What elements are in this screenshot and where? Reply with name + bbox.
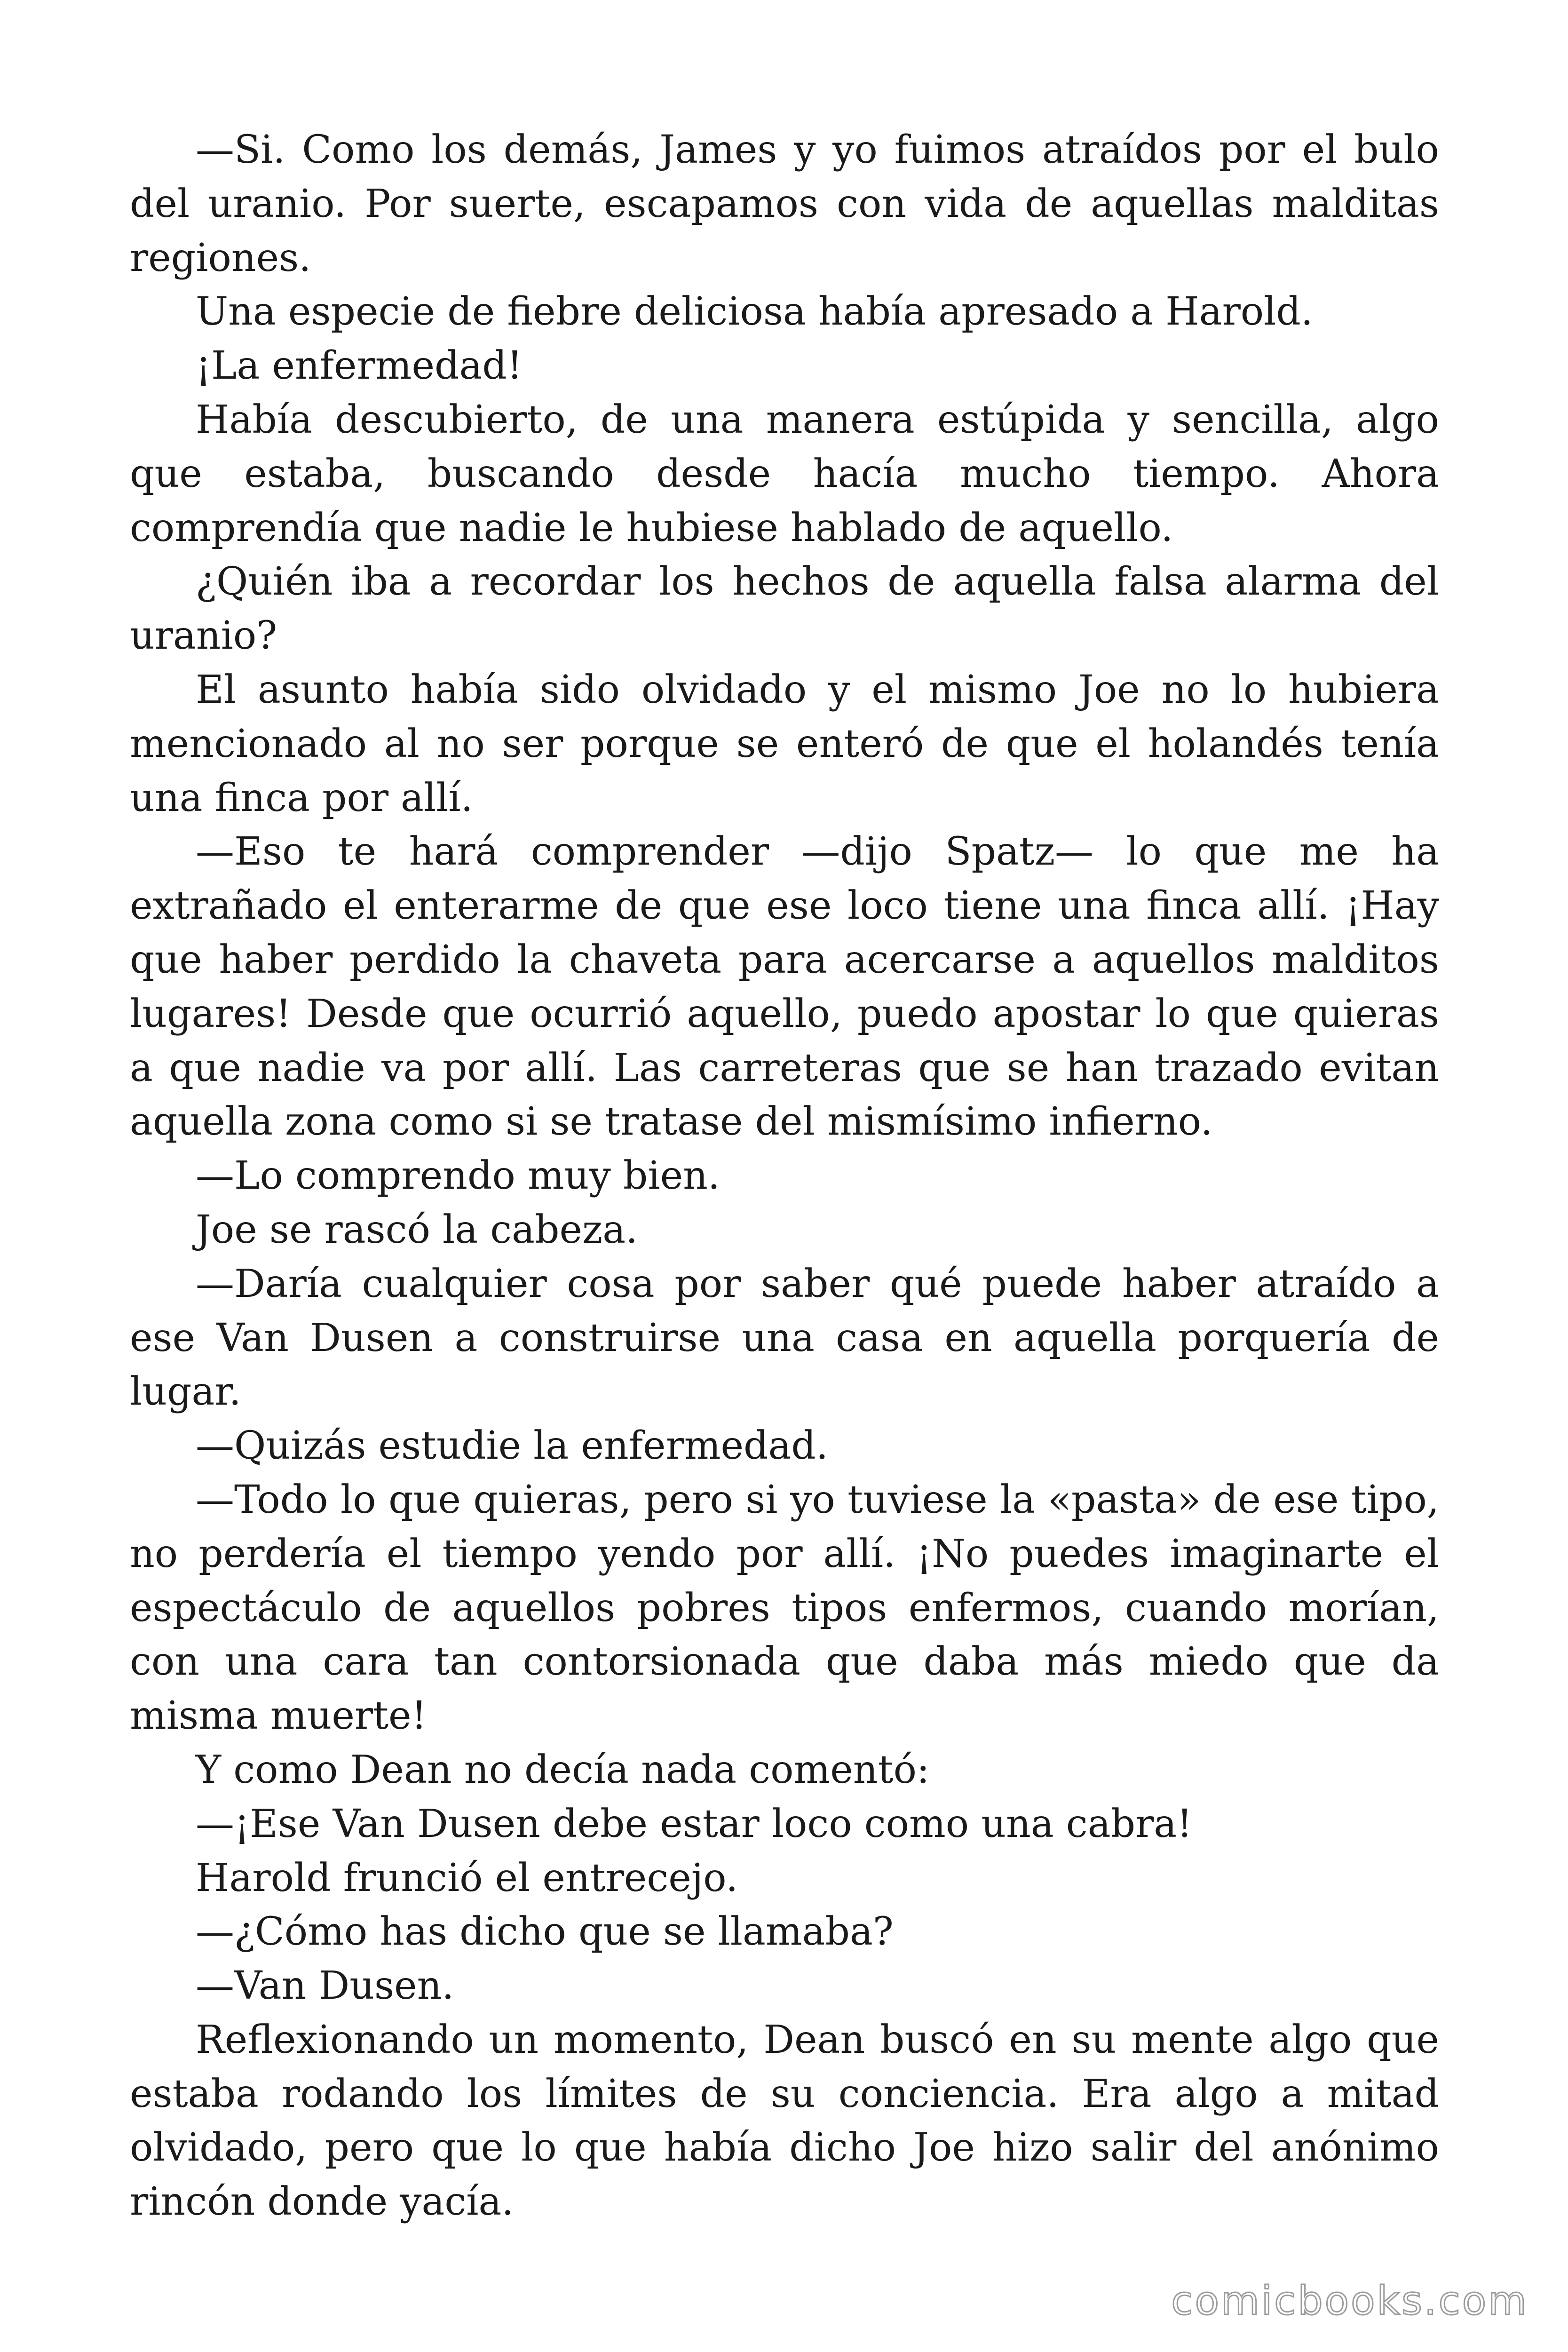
paragraph: —¿Cómo has dicho que se llamaba? — [196, 1909, 894, 1955]
paragraph: —Lo comprendo muy bien. — [196, 1153, 720, 1199]
paragraph: —Si. Como los demás, James y yo fuimos atraídos por el bulo del uranio. Por suerte, escapamos con vida de aquellas malditas regiones. — [130, 127, 1439, 280]
paragraph: Reflexionando un momento, Dean buscó en su mente algo que estaba rodando los límites de su conciencia. Era algo a mitad olvidado, pero que lo que había dicho Joe hizo salir del anónimo rincón donde yacía. — [130, 2017, 1439, 2225]
paragraph: —Quizás estudie la enfermedad. — [196, 1423, 828, 1469]
paragraph: Una especie de fiebre deliciosa había apresado a Harold. — [196, 289, 1313, 334]
paragraph: ¿Quién iba a recordar los hechos de aquella falsa alarma del uranio? — [130, 559, 1439, 659]
paragraph: —Daría cualquier cosa por saber qué puede haber atraído a ese Van Dusen a construirse una casa en aquella porquería de lugar. — [130, 1261, 1439, 1414]
paragraph: —Todo lo que quieras, pero si yo tuviese la «pasta» de ese tipo, no perdería el tiempo yendo por allí. ¡No puedes imaginarte el espectáculo de aquellos pobres tipos enfermos, cuando morían, con una cara tan contorsionada que daba más miedo que da misma muerte! — [130, 1477, 1439, 1739]
body-text — [130, 123, 1439, 2229]
paragraph: Había descubierto, de una manera estúpida y sencilla, algo que estaba, buscando desde hacía mucho tiempo. Ahora comprendía que nadie le hubiese hablado de aquello. — [130, 397, 1439, 550]
paragraph: —Van Dusen. — [196, 1963, 454, 2009]
paragraph: Y como Dean no decía nada comentó: — [196, 1747, 930, 1792]
paragraph: Joe se rascó la cabeza. — [196, 1207, 638, 1252]
paragraph: —¡Ese Van Dusen debe estar loco como una cabra! — [196, 1801, 1193, 1846]
paragraph: Harold frunció el entrecejo. — [196, 1855, 738, 1900]
watermark: comicbooks.com — [1171, 2278, 1528, 2324]
paragraph: ¡La enfermedad! — [196, 343, 523, 389]
paragraph: —Eso te hará comprender —dijo Spatz— lo que me ha extrañado el enterarme de que ese loco tiene una finca allí. ¡Hay que haber perdido la chaveta para acercarse a aquellos malditos lugares! Desde que ocurrió aquello, puedo apostar lo que quieras a que nadie va por allí. Las carreteras que se han trazado evitan aquella zona como si se tratase del mismísimo infierno. — [130, 829, 1439, 1144]
paragraph: El asunto había sido olvidado y el mismo Joe no lo hubiera mencionado al no ser porque se enteró de que el holandés tenía una finca por allí. — [130, 667, 1439, 820]
